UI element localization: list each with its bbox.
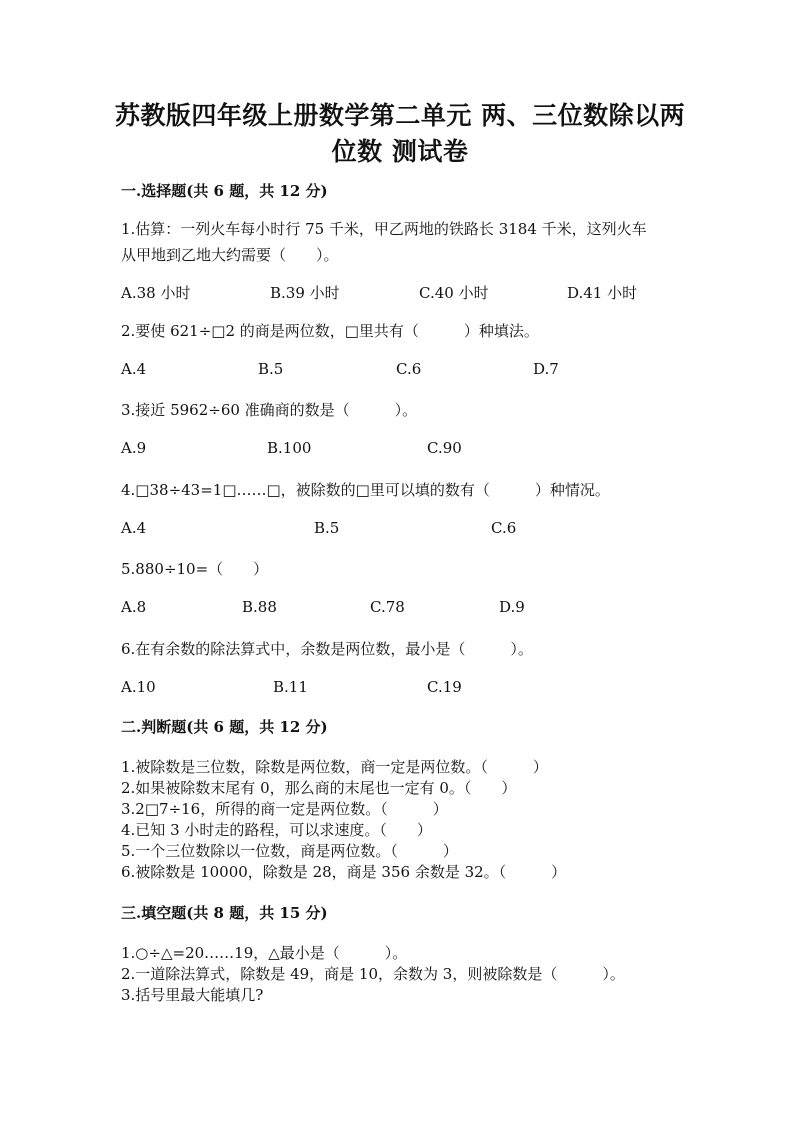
section-heading-fill-blank: 三.填空题(共 8 题，共 15 分) <box>121 904 328 922</box>
question-2-option-c: C.6 <box>396 360 422 378</box>
question-5-option-a: A.8 <box>121 598 147 616</box>
question-4-option-a: A.4 <box>121 519 147 537</box>
question-1-option-d: D.41 小时 <box>567 284 638 302</box>
question-4-text: 4.□38÷43=1□……□，被除数的□里可以填的数有（ ）种情况。 <box>121 481 610 499</box>
judgement-item-2: 2.如果被除数末尾有 0，那么商的末尾也一定有 0。（ ） <box>121 779 517 797</box>
question-5-text: 5.880÷10=（ ） <box>121 560 269 578</box>
fill-blank-item-3: 3.括号里最大能填几? <box>121 986 264 1004</box>
question-6-option-a: A.10 <box>121 678 156 696</box>
question-4-option-c: C.6 <box>491 519 517 537</box>
question-3-option-c: C.90 <box>427 439 462 457</box>
fill-blank-item-2: 2.一道除法算式，除数是 49，商是 10，余数为 3，则被除数是（ ）。 <box>121 965 625 983</box>
question-6-option-b: B.11 <box>273 678 308 696</box>
question-3-option-b: B.100 <box>267 439 312 457</box>
question-1-line-1: 1.估算：一列火车每小时行 75 千米，甲乙两地的铁路长 3184 千米，这列火车 <box>121 220 647 238</box>
judgement-item-1: 1.被除数是三位数，除数是两位数，商一定是两位数。（ ） <box>121 758 548 776</box>
question-5-option-d: D.9 <box>499 598 525 616</box>
question-6-text: 6.在有余数的除法算式中，余数是两位数，最小是（ ）。 <box>121 640 533 658</box>
question-5-option-b: B.88 <box>242 598 277 616</box>
question-2-option-b: B.5 <box>258 360 284 378</box>
judgement-item-3: 3.2□7÷16，所得的商一定是两位数。（ ） <box>121 800 448 818</box>
judgement-item-6: 6.被除数是 10000，除数是 28，商是 356 余数是 32。（ ） <box>121 863 567 881</box>
question-2-option-a: A.4 <box>121 360 147 378</box>
page-title-line-1: 苏教版四年级上册数学第二单元 两、三位数除以两 <box>114 101 686 130</box>
question-6-option-c: C.19 <box>427 678 462 696</box>
question-2-text: 2.要使 621÷□2 的商是两位数，□里共有（ ）种填法。 <box>121 322 539 340</box>
question-3-text: 3.接近 5962÷60 准确商的数是（ ）。 <box>121 401 418 419</box>
question-3-option-a: A.9 <box>121 439 147 457</box>
question-4-option-b: B.5 <box>314 519 340 537</box>
judgement-item-4: 4.已知 3 小时走的路程，可以求速度。（ ） <box>121 821 432 839</box>
judgement-item-5: 5.一个三位数除以一位数，商是两位数。（ ） <box>121 842 458 860</box>
question-1-option-a: A.38 小时 <box>121 284 191 302</box>
question-1-option-c: C.40 小时 <box>419 284 489 302</box>
question-5-option-c: C.78 <box>370 598 405 616</box>
question-2-option-d: D.7 <box>533 360 559 378</box>
page-title-line-2: 位数 测试卷 <box>331 137 469 166</box>
section-heading-choice: 一.选择题(共 6 题，共 12 分) <box>121 182 328 200</box>
fill-blank-item-1: 1.○÷△=20……19，△最小是（ ）。 <box>121 944 408 962</box>
section-heading-judgement: 二.判断题(共 6 题，共 12 分) <box>121 718 328 736</box>
question-1-line-2: 从甲地到乙地大约需要（ ）。 <box>121 246 339 264</box>
question-1-option-b: B.39 小时 <box>270 284 340 302</box>
